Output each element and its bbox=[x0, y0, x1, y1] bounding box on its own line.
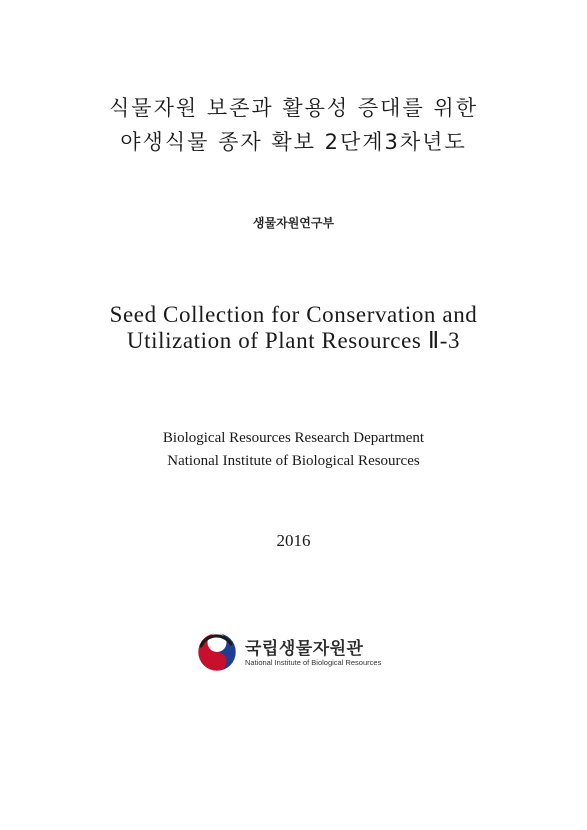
korean-department: 생물자원연구부 bbox=[252, 216, 335, 230]
korean-title-line-2: 야생식물 종자 확보 2단계3차년도 bbox=[120, 130, 467, 154]
english-department-line-2: National Institute of Biological Resources bbox=[167, 453, 420, 469]
korean-title-line-1: 식물자원 보존과 활용성 증대를 위한 bbox=[109, 96, 478, 120]
taegeuk-emblem-icon bbox=[197, 632, 237, 672]
english-department-line-1: Biological Resources Research Department bbox=[162, 430, 425, 446]
english-title-line-1: Seed Collection for Conservation and bbox=[109, 302, 478, 327]
logo-english-name: National Institute of Biological Resources bbox=[245, 658, 382, 667]
logo-korean-name: 국립생물자원관 bbox=[245, 639, 364, 659]
institute-logo bbox=[197, 632, 427, 676]
publication-year: 2016 bbox=[276, 531, 311, 550]
english-title-line-2: Utilization of Plant Resources Ⅱ-3 bbox=[126, 328, 461, 353]
